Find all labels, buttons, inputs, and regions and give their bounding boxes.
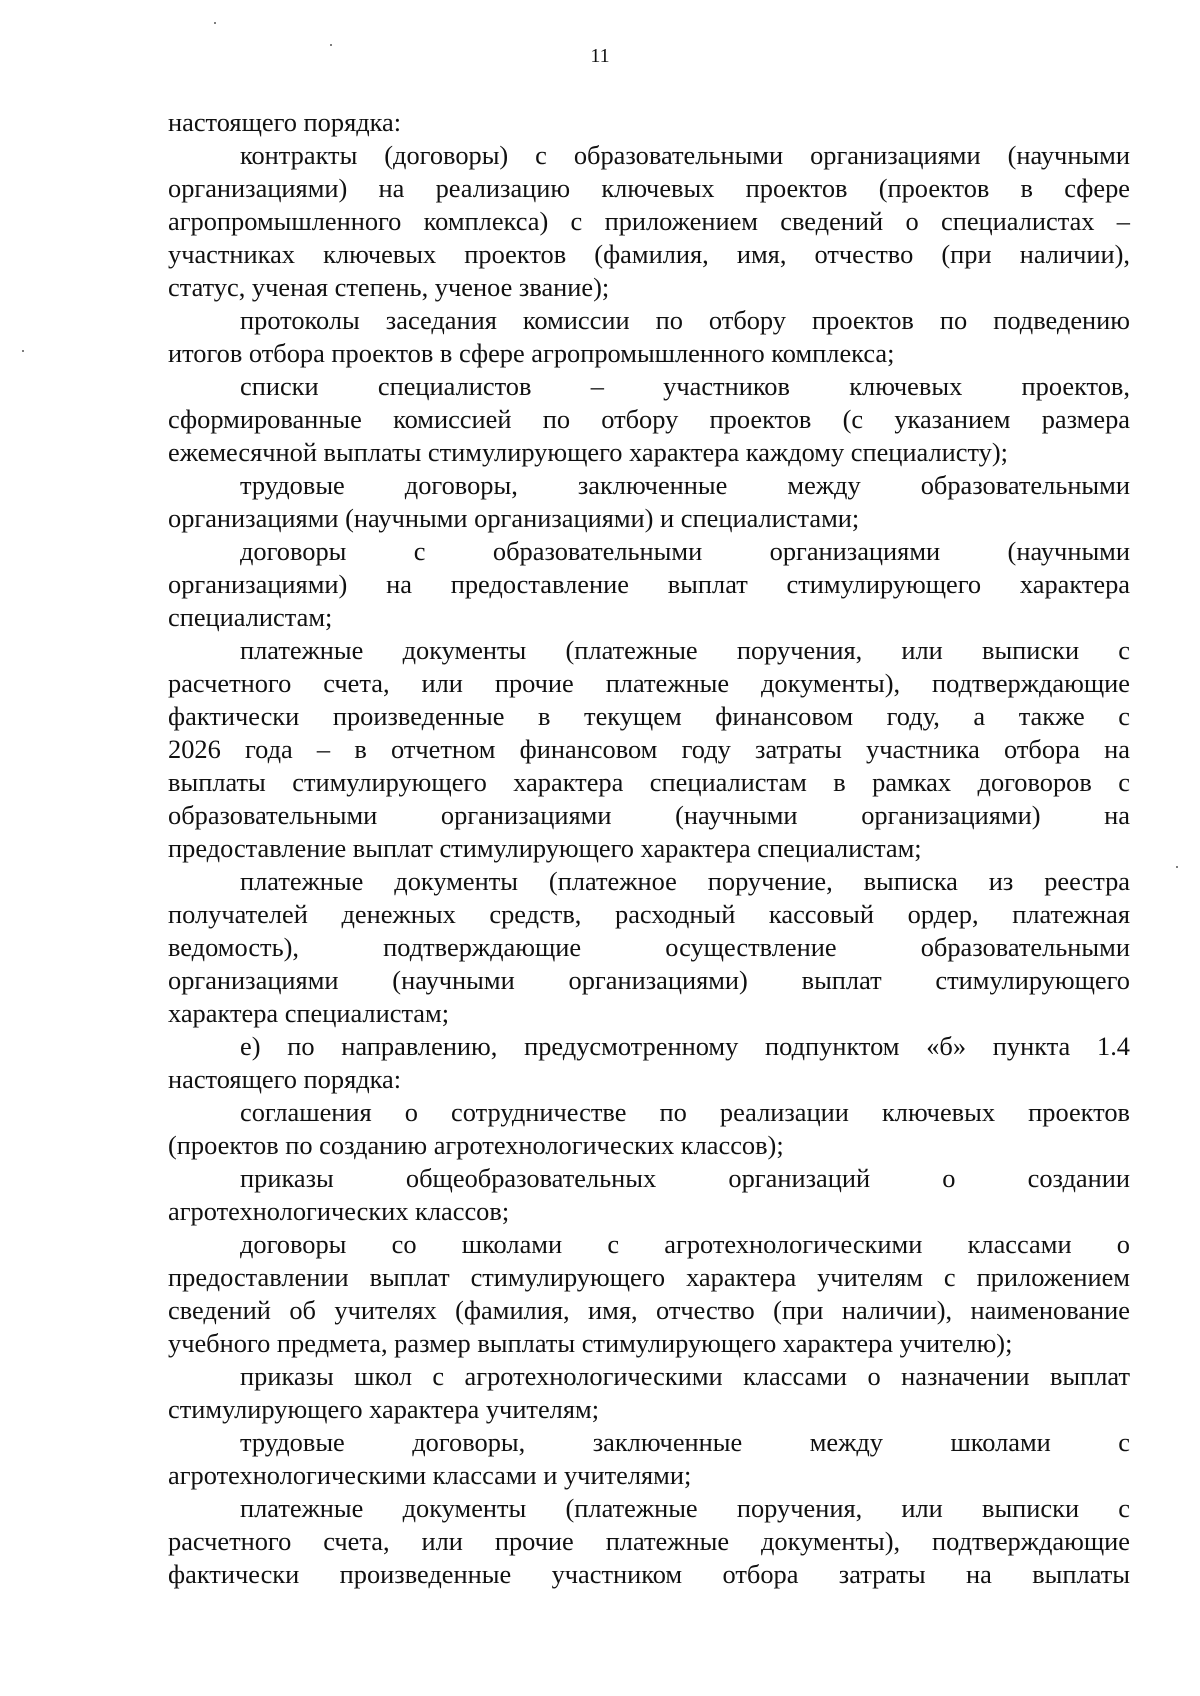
text-line: сведений об учителях (фамилия, имя, отчество (при наличии), наименование [168, 1295, 1130, 1325]
text-line: соглашения о сотрудничестве по реализации ключевых проектов [240, 1097, 1130, 1127]
text-line: предоставлении выплат стимулирующего характера учителям с приложением [168, 1262, 1130, 1292]
text-line: (проектов по созданию агротехнологических классов); [168, 1130, 784, 1160]
text-line: образовательными организациями (научными организациями) на [168, 800, 1130, 830]
text-line: договоры с образовательными организациями (научными [240, 536, 1130, 566]
text-line: настоящего порядка: [168, 107, 402, 137]
text-line: характера специалистам; [168, 998, 450, 1028]
text-line: трудовые договоры, заключенные между образовательными [240, 470, 1130, 500]
text-line: контракты (договоры) с образовательными организациями (научными [240, 140, 1130, 170]
text-line: стимулирующего характера учителям; [168, 1394, 600, 1424]
text-line: статус, ученая степень, ученое звание); [168, 272, 610, 302]
text-line: протоколы заседания комиссии по отбору проектов по подведению [240, 305, 1130, 335]
text-line: сформированные комиссией по отбору проектов (с указанием размера [168, 404, 1130, 434]
text-line: агротехнологических классов; [168, 1196, 510, 1226]
text-line: организациями (научными организациями) и специалистами; [168, 503, 860, 533]
text-line: настоящего порядка: [168, 1064, 402, 1094]
text-line: организациями) на предоставление выплат стимулирующего характера [168, 569, 1130, 599]
text-line: расчетного счета, или прочие платежные документы), подтверждающие [168, 1526, 1130, 1556]
text-line: ежемесячной выплаты стимулирующего характера каждому специалисту); [168, 437, 1009, 467]
text-line: выплаты стимулирующего характера специалистам в рамках договоров с [168, 767, 1130, 797]
scan-speck [22, 350, 24, 352]
text-line: получателей денежных средств, расходный кассовый ордер, платежная [168, 899, 1130, 929]
text-line: участниках ключевых проектов (фамилия, имя, отчество (при наличии), [168, 239, 1130, 269]
text-line: агропромышленного комплекса) с приложением сведений о специалистах – [168, 206, 1130, 236]
text-line: договоры со школами с агротехнологическими классами о [240, 1229, 1130, 1259]
text-line: предоставление выплат стимулирующего характера специалистам; [168, 833, 922, 863]
text-line: фактически произведенные в текущем финансовом году, а также с [168, 701, 1130, 731]
text-line: ведомость), подтверждающие осуществление образовательными [168, 932, 1130, 962]
text-line: приказы общеобразовательных организаций о создании [240, 1163, 1130, 1193]
text-line: учебного предмета, размер выплаты стимулирующего характера учителю); [168, 1328, 1013, 1358]
text-line: агротехнологическими классами и учителями; [168, 1460, 692, 1490]
text-line: трудовые договоры, заключенные между школами с [240, 1427, 1130, 1457]
text-line: итогов отбора проектов в сфере агропромышленного комплекса; [168, 338, 895, 368]
text-line: платежные документы (платежное поручение, выписка из реестра [240, 866, 1130, 896]
text-line: платежные документы (платежные поручения, или выписки с [240, 635, 1130, 665]
document-body [168, 106, 1130, 1591]
text-line: приказы школ с агротехнологическими классами о назначении выплат [240, 1361, 1130, 1391]
scan-speck [214, 22, 216, 24]
text-line: организациями) на реализацию ключевых проектов (проектов в сфере [168, 173, 1130, 203]
text-line: фактически произведенные участником отбора затраты на выплаты [168, 1559, 1130, 1589]
text-line: специалистам; [168, 602, 333, 632]
text-line: списки специалистов – участников ключевых проектов, [240, 371, 1130, 401]
text-line: организациями (научными организациями) выплат стимулирующего [168, 965, 1130, 995]
text-line: е) по направлению, предусмотренному подпунктом «б» пункта 1.4 [240, 1031, 1130, 1061]
scan-speck [1176, 866, 1178, 868]
scan-speck [330, 44, 332, 46]
text-line: расчетного счета, или прочие платежные документы), подтверждающие [168, 668, 1130, 698]
text-line: платежные документы (платежные поручения, или выписки с [240, 1493, 1130, 1523]
text-line: 2026 года – в отчетном финансовом году затраты участника отбора на [168, 734, 1130, 764]
page-number: 11 [590, 45, 610, 67]
